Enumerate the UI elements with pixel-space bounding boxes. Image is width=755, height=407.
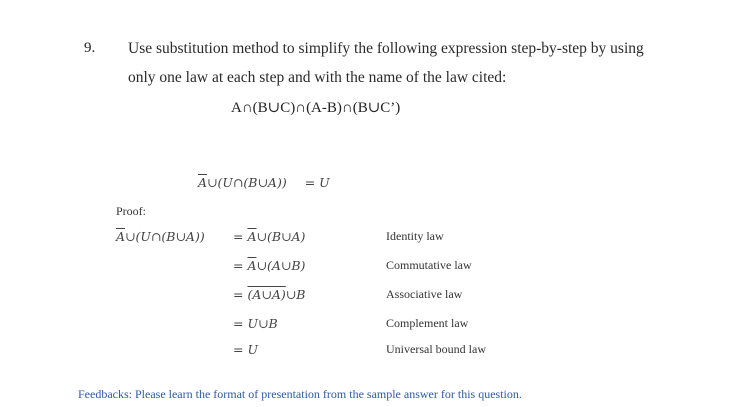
question-number: 9. bbox=[84, 40, 96, 56]
goal-rhs: = U bbox=[304, 175, 330, 190]
proof-step-1-expression: = $\overline{A}\cup(B\cup A)$ bbox=[233, 229, 306, 244]
proof-step-4-expression: = U∪B bbox=[233, 316, 278, 331]
grouped-complement: (A∪A) bbox=[247, 287, 286, 302]
goal-statement bbox=[198, 175, 330, 190]
proof-complement-a: $\overline{A}$ bbox=[116, 229, 126, 244]
proof-step-3-law: Associative law bbox=[386, 287, 463, 301]
question-expression: A∩(B∪C)∩(A-B)∩(B∪C’) bbox=[231, 100, 401, 116]
proof-lhs-rest: ∪(U∩(B∪A)) bbox=[125, 229, 205, 244]
question-text-line-2: only one law at each step and with the name of the law cited: bbox=[128, 69, 507, 86]
proof-step-5-expression: = U bbox=[233, 342, 259, 357]
question-text-line-1: Use substitution method to simplify the following expression step-by-step by using bbox=[128, 40, 644, 57]
proof-lhs bbox=[116, 229, 205, 244]
proof-step-4-law: Complement law bbox=[386, 316, 469, 330]
proof-step-3-expression: = (A∪A)∪B bbox=[233, 287, 306, 302]
proof-step-2-expression: = $\overline{A}\cup(A\cup B)$ bbox=[233, 258, 306, 273]
goal-complement-a: $\overline{A}$ bbox=[198, 175, 208, 190]
goal-lhs: ∪(U∩(B∪A)) bbox=[207, 175, 287, 190]
proof-label: Proof: bbox=[116, 204, 146, 218]
feedback-text: Feedbacks: Please learn the format of presentation from the sample answer for this question. bbox=[78, 387, 522, 401]
proof-step-5-law: Universal bound law bbox=[386, 342, 486, 356]
proof-step-2-law: Commutative law bbox=[386, 258, 472, 272]
proof-step-1-law: Identity law bbox=[386, 229, 444, 243]
